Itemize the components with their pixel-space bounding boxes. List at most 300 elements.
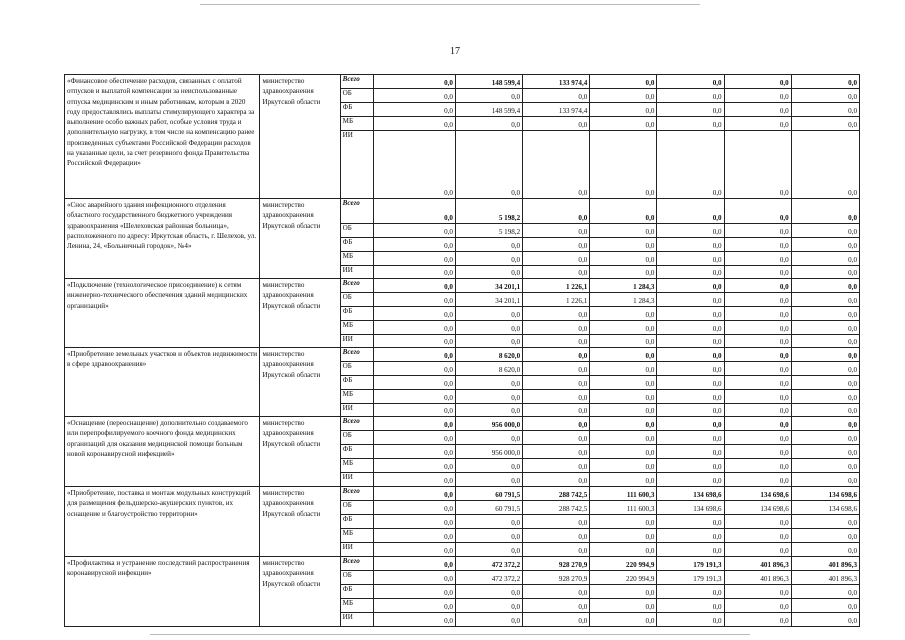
amount-cell: 111 600,3	[590, 487, 657, 501]
amount-cell: 0,0	[373, 417, 455, 431]
amount-cell: 0,0	[373, 404, 455, 417]
funding-source-label: Всего	[340, 75, 373, 89]
amount-cell: 34 201,1	[455, 293, 522, 307]
amount-cell: 0,0	[373, 599, 455, 613]
amount-cell: 0,0	[455, 238, 522, 252]
amount-cell: 8 620,0	[455, 348, 522, 362]
amount-cell: 0,0	[724, 307, 791, 321]
amount-cell: 220 994,9	[590, 571, 657, 585]
amount-cell: 60 791,5	[455, 501, 522, 515]
amount-cell: 956 000,0	[455, 417, 522, 431]
amount-cell: 0,0	[523, 473, 590, 487]
amount-cell: 0,0	[373, 335, 455, 348]
amount-cell: 472 372,2	[455, 557, 522, 571]
amount-cell: 0,0	[657, 279, 724, 293]
amount-cell: 0,0	[657, 103, 724, 117]
amount-cell: 0,0	[791, 362, 859, 376]
funding-source-label: Всего	[340, 557, 373, 571]
amount-cell: 0,0	[657, 307, 724, 321]
amount-cell: 0,0	[373, 445, 455, 459]
amount-cell: 0,0	[523, 613, 590, 627]
amount-cell: 0,0	[791, 515, 859, 529]
funding-source-label: ОБ	[340, 501, 373, 515]
measure-description: «Подключение (технологическое присоединение) к сетям инженерно-технического обеспечения зданий медицинских организаций»	[65, 279, 260, 348]
amount-cell: 0,0	[791, 613, 859, 627]
amount-cell: 0,0	[590, 199, 657, 224]
amount-cell: 0,0	[523, 585, 590, 599]
amount-cell: 0,0	[657, 362, 724, 376]
amount-cell: 0,0	[791, 75, 859, 89]
amount-cell: 0,0	[724, 199, 791, 224]
amount-cell: 0,0	[373, 293, 455, 307]
amount-cell: 0,0	[724, 103, 791, 117]
amount-cell: 134 698,6	[657, 501, 724, 515]
amount-cell: 401 896,3	[791, 557, 859, 571]
amount-cell: 0,0	[373, 390, 455, 404]
amount-cell: 0,0	[657, 293, 724, 307]
amount-cell: 0,0	[791, 252, 859, 266]
funding-source-label: ФБ	[340, 445, 373, 459]
amount-cell: 0,0	[455, 613, 522, 627]
funding-source-label: ИИ	[340, 543, 373, 557]
amount-cell: 0,0	[523, 390, 590, 404]
amount-cell: 0,0	[657, 199, 724, 224]
responsible-executor: министерство здравоохранения Иркутской области	[260, 487, 340, 557]
amount-cell: 0,0	[590, 404, 657, 417]
amount-cell: 0,0	[523, 599, 590, 613]
amount-cell: 0,0	[657, 404, 724, 417]
amount-cell: 0,0	[791, 445, 859, 459]
amount-cell: 0,0	[590, 417, 657, 431]
funding-source-label: ИИ	[340, 131, 373, 199]
amount-cell: 0,0	[373, 431, 455, 445]
amount-cell: 0,0	[373, 131, 455, 199]
amount-cell: 0,0	[791, 529, 859, 543]
amount-cell: 0,0	[590, 103, 657, 117]
measure-description: «Оснащение (переоснащение) дополнительно создаваемого или перепрофилируемого коечного фонда медицинских организаций для оказания медицинской помощи больным новой коронавирусной инфекцией»	[65, 417, 260, 487]
amount-cell: 0,0	[791, 404, 859, 417]
funding-source-label: ОБ	[340, 293, 373, 307]
amount-cell: 0,0	[724, 585, 791, 599]
amount-cell: 0,0	[590, 131, 657, 199]
amount-cell: 0,0	[724, 417, 791, 431]
amount-cell: 220 994,9	[590, 557, 657, 571]
table-row-total	[65, 487, 860, 501]
amount-cell: 0,0	[724, 376, 791, 390]
amount-cell: 0,0	[373, 252, 455, 266]
amount-cell: 0,0	[791, 238, 859, 252]
amount-cell: 0,0	[724, 117, 791, 131]
amount-cell: 0,0	[523, 321, 590, 335]
amount-cell: 0,0	[657, 543, 724, 557]
funding-source-label: ФБ	[340, 307, 373, 321]
amount-cell: 0,0	[455, 321, 522, 335]
funding-source-label: МБ	[340, 529, 373, 543]
amount-cell: 0,0	[590, 321, 657, 335]
amount-cell: 0,0	[523, 199, 590, 224]
amount-cell: 288 742,5	[523, 501, 590, 515]
amount-cell: 0,0	[590, 459, 657, 473]
amount-cell: 0,0	[724, 266, 791, 279]
amount-cell: 0,0	[455, 585, 522, 599]
amount-cell: 133 974,4	[523, 75, 590, 89]
amount-cell: 0,0	[455, 515, 522, 529]
amount-cell: 0,0	[523, 335, 590, 348]
amount-cell: 0,0	[590, 529, 657, 543]
amount-cell: 0,0	[724, 362, 791, 376]
amount-cell: 5 198,2	[455, 199, 522, 224]
amount-cell: 0,0	[724, 445, 791, 459]
funding-source-label: ИИ	[340, 613, 373, 627]
amount-cell: 0,0	[455, 266, 522, 279]
amount-cell: 0,0	[590, 515, 657, 529]
amount-cell: 0,0	[590, 307, 657, 321]
amount-cell: 0,0	[657, 376, 724, 390]
funding-source-label: ФБ	[340, 238, 373, 252]
funding-source-label: Всего	[340, 279, 373, 293]
amount-cell: 0,0	[657, 252, 724, 266]
amount-cell: 0,0	[373, 613, 455, 627]
amount-cell: 0,0	[523, 417, 590, 431]
amount-cell: 134 698,6	[657, 487, 724, 501]
amount-cell: 0,0	[373, 487, 455, 501]
funding-source-label: ФБ	[340, 515, 373, 529]
amount-cell: 0,0	[455, 404, 522, 417]
amount-cell: 0,0	[657, 529, 724, 543]
amount-cell: 0,0	[373, 585, 455, 599]
amount-cell: 1 226,1	[523, 293, 590, 307]
amount-cell: 34 201,1	[455, 279, 522, 293]
amount-cell: 1 284,3	[590, 279, 657, 293]
funding-source-label: МБ	[340, 599, 373, 613]
amount-cell: 0,0	[657, 599, 724, 613]
amount-cell: 0,0	[724, 459, 791, 473]
amount-cell: 0,0	[590, 376, 657, 390]
amount-cell: 0,0	[373, 266, 455, 279]
amount-cell: 134 698,6	[791, 487, 859, 501]
amount-cell: 0,0	[657, 585, 724, 599]
amount-cell: 0,0	[590, 266, 657, 279]
amount-cell: 0,0	[455, 599, 522, 613]
amount-cell: 0,0	[455, 335, 522, 348]
amount-cell: 0,0	[724, 543, 791, 557]
amount-cell: 134 698,6	[724, 487, 791, 501]
amount-cell: 0,0	[791, 131, 859, 199]
amount-cell: 0,0	[590, 117, 657, 131]
amount-cell: 0,0	[657, 238, 724, 252]
responsible-executor: министерство здравоохранения Иркутской области	[260, 279, 340, 348]
amount-cell: 0,0	[724, 224, 791, 238]
amount-cell: 0,0	[590, 348, 657, 362]
amount-cell: 0,0	[373, 89, 455, 103]
amount-cell: 0,0	[724, 473, 791, 487]
table-row-total	[65, 279, 860, 293]
amount-cell: 0,0	[455, 307, 522, 321]
amount-cell: 0,0	[373, 307, 455, 321]
measure-description: «Снос аварийного здания инфекционного отделения областного государственного бюджетного учреждения здравоохранения «Шелеховская районная больница», расположенного по адресу: Иркутская область, г. Шелехов, ул. Ленина, 24, «Больничный городок», №4»	[65, 199, 260, 279]
amount-cell: 0,0	[724, 404, 791, 417]
amount-cell: 0,0	[373, 543, 455, 557]
amount-cell: 0,0	[724, 390, 791, 404]
amount-cell: 0,0	[724, 335, 791, 348]
amount-cell: 0,0	[373, 459, 455, 473]
funding-source-label: Всего	[340, 417, 373, 431]
amount-cell: 0,0	[455, 543, 522, 557]
amount-cell: 0,0	[657, 417, 724, 431]
amount-cell: 0,0	[791, 89, 859, 103]
amount-cell: 0,0	[455, 473, 522, 487]
amount-cell: 134 698,6	[724, 501, 791, 515]
funding-source-label: ОБ	[340, 431, 373, 445]
amount-cell: 0,0	[791, 390, 859, 404]
amount-cell: 0,0	[791, 117, 859, 131]
amount-cell: 0,0	[523, 89, 590, 103]
amount-cell: 0,0	[724, 529, 791, 543]
amount-cell: 0,0	[590, 224, 657, 238]
amount-cell: 0,0	[724, 131, 791, 199]
funding-source-label: МБ	[340, 321, 373, 335]
amount-cell: 0,0	[791, 417, 859, 431]
amount-cell: 288 742,5	[523, 487, 590, 501]
page-number: 17	[450, 46, 460, 57]
amount-cell: 0,0	[724, 599, 791, 613]
amount-cell: 0,0	[791, 599, 859, 613]
amount-cell: 0,0	[724, 321, 791, 335]
amount-cell: 0,0	[455, 117, 522, 131]
amount-cell: 1 284,3	[590, 293, 657, 307]
amount-cell: 0,0	[657, 390, 724, 404]
funding-source-label: МБ	[340, 390, 373, 404]
amount-cell: 0,0	[590, 543, 657, 557]
table-row-total	[65, 348, 860, 362]
amount-cell: 0,0	[657, 348, 724, 362]
funding-source-label: Всего	[340, 199, 373, 224]
amount-cell: 0,0	[373, 529, 455, 543]
amount-cell: 0,0	[791, 348, 859, 362]
amount-cell: 0,0	[523, 543, 590, 557]
amount-cell: 0,0	[724, 75, 791, 89]
amount-cell: 0,0	[523, 348, 590, 362]
amount-cell: 401 896,3	[724, 557, 791, 571]
amount-cell: 0,0	[791, 279, 859, 293]
responsible-executor: министерство здравоохранения Иркутской области	[260, 348, 340, 417]
amount-cell: 0,0	[590, 431, 657, 445]
amount-cell: 179 191,3	[657, 557, 724, 571]
funding-source-label: ИИ	[340, 335, 373, 348]
amount-cell: 1 226,1	[523, 279, 590, 293]
amount-cell: 0,0	[373, 117, 455, 131]
responsible-executor: министерство здравоохранения Иркутской области	[260, 557, 340, 627]
table-row-total	[65, 557, 860, 571]
amount-cell: 0,0	[373, 199, 455, 224]
amount-cell: 0,0	[657, 131, 724, 199]
measure-description: «Приобретение земельных участков и объектов недвижимости в сфере здравоохранения»	[65, 348, 260, 417]
funding-source-label: ОБ	[340, 224, 373, 238]
amount-cell: 0,0	[373, 224, 455, 238]
measure-description: «Финансовое обеспечение расходов, связанных с оплатой отпусков и выплатой компенсации за неиспользованные отпуска медицинским и иным работникам, которым в 2020 году предоставлялись выплаты стимулирующего характера за выполнение особо важных работ, особые условия труда и дополнительную нагрузку, в том числе на компенсацию ранее произведенных субъектами Российской Федерации расходов на указанные цели, за счет резервного фонда Правительства Российской Федерации»	[65, 75, 260, 199]
amount-cell: 0,0	[657, 117, 724, 131]
amount-cell: 0,0	[791, 266, 859, 279]
amount-cell: 0,0	[590, 445, 657, 459]
amount-cell: 134 698,6	[791, 501, 859, 515]
amount-cell: 0,0	[373, 571, 455, 585]
amount-cell: 0,0	[791, 307, 859, 321]
amount-cell: 401 896,3	[724, 571, 791, 585]
amount-cell: 0,0	[455, 376, 522, 390]
amount-cell: 0,0	[791, 431, 859, 445]
amount-cell: 0,0	[657, 224, 724, 238]
measure-description: «Профилактика и устранение последствий распространения коронавирусной инфекции»	[65, 557, 260, 627]
amount-cell: 0,0	[590, 585, 657, 599]
amount-cell: 148 599,4	[455, 75, 522, 89]
amount-cell: 0,0	[373, 501, 455, 515]
amount-cell: 0,0	[523, 459, 590, 473]
amount-cell: 0,0	[791, 473, 859, 487]
funding-source-label: МБ	[340, 252, 373, 266]
amount-cell: 0,0	[590, 335, 657, 348]
amount-cell: 0,0	[373, 103, 455, 117]
amount-cell: 0,0	[657, 473, 724, 487]
amount-cell: 0,0	[523, 445, 590, 459]
amount-cell: 0,0	[373, 376, 455, 390]
amount-cell: 0,0	[791, 293, 859, 307]
amount-cell: 0,0	[523, 117, 590, 131]
funding-source-label: ФБ	[340, 376, 373, 390]
amount-cell: 60 791,5	[455, 487, 522, 501]
funding-source-label: Всего	[340, 348, 373, 362]
funding-source-label: Всего	[340, 487, 373, 501]
amount-cell: 0,0	[657, 266, 724, 279]
amount-cell: 111 600,3	[590, 501, 657, 515]
amount-cell: 0,0	[657, 431, 724, 445]
amount-cell: 0,0	[523, 238, 590, 252]
amount-cell: 0,0	[523, 131, 590, 199]
amount-cell: 179 191,3	[657, 571, 724, 585]
table-row-total	[65, 199, 860, 224]
funding-source-label: МБ	[340, 117, 373, 131]
amount-cell: 0,0	[791, 585, 859, 599]
amount-cell: 0,0	[590, 238, 657, 252]
amount-cell: 0,0	[657, 613, 724, 627]
amount-cell: 133 974,4	[523, 103, 590, 117]
amount-cell: 0,0	[455, 431, 522, 445]
amount-cell: 0,0	[590, 75, 657, 89]
amount-cell: 0,0	[455, 390, 522, 404]
amount-cell: 0,0	[373, 473, 455, 487]
amount-cell: 0,0	[724, 89, 791, 103]
amount-cell: 0,0	[657, 515, 724, 529]
amount-cell: 0,0	[657, 459, 724, 473]
funding-source-label: ФБ	[340, 585, 373, 599]
amount-cell: 0,0	[724, 252, 791, 266]
amount-cell: 0,0	[455, 252, 522, 266]
funding-source-label: ОБ	[340, 89, 373, 103]
amount-cell: 0,0	[724, 431, 791, 445]
funding-source-label: ФБ	[340, 103, 373, 117]
amount-cell: 0,0	[590, 613, 657, 627]
amount-cell: 0,0	[373, 515, 455, 529]
amount-cell: 0,0	[523, 376, 590, 390]
amount-cell: 0,0	[373, 362, 455, 376]
amount-cell: 0,0	[455, 529, 522, 543]
amount-cell: 0,0	[455, 459, 522, 473]
amount-cell: 0,0	[657, 321, 724, 335]
amount-cell: 928 270,9	[523, 571, 590, 585]
amount-cell: 401 896,3	[791, 571, 859, 585]
amount-cell: 0,0	[791, 543, 859, 557]
amount-cell: 0,0	[791, 321, 859, 335]
amount-cell: 0,0	[590, 89, 657, 103]
amount-cell: 0,0	[523, 529, 590, 543]
amount-cell: 0,0	[791, 103, 859, 117]
amount-cell: 0,0	[657, 335, 724, 348]
amount-cell: 0,0	[590, 252, 657, 266]
amount-cell: 928 270,9	[523, 557, 590, 571]
amount-cell: 0,0	[373, 238, 455, 252]
amount-cell: 0,0	[523, 252, 590, 266]
funding-source-label: ИИ	[340, 266, 373, 279]
amount-cell: 0,0	[791, 224, 859, 238]
amount-cell: 0,0	[455, 89, 522, 103]
funding-source-label: ОБ	[340, 362, 373, 376]
amount-cell: 0,0	[590, 390, 657, 404]
responsible-executor: министерство здравоохранения Иркутской области	[260, 75, 340, 199]
amount-cell: 0,0	[590, 362, 657, 376]
amount-cell: 0,0	[523, 431, 590, 445]
responsible-executor: министерство здравоохранения Иркутской области	[260, 417, 340, 487]
amount-cell: 0,0	[657, 75, 724, 89]
amount-cell: 0,0	[657, 89, 724, 103]
amount-cell: 0,0	[373, 279, 455, 293]
amount-cell: 0,0	[590, 599, 657, 613]
amount-cell: 0,0	[373, 557, 455, 571]
amount-cell: 0,0	[791, 376, 859, 390]
amount-cell: 0,0	[724, 515, 791, 529]
scan-artifact-top	[200, 4, 700, 5]
amount-cell: 0,0	[657, 445, 724, 459]
amount-cell: 5 198,2	[455, 224, 522, 238]
amount-cell: 0,0	[724, 348, 791, 362]
amount-cell: 0,0	[523, 307, 590, 321]
measure-description: «Приобретение, поставка и монтаж модульных конструкций для размещения фельдшерско-акушерских пунктов, их оснащение и благоустройство территории»	[65, 487, 260, 557]
amount-cell: 0,0	[791, 199, 859, 224]
amount-cell: 0,0	[373, 348, 455, 362]
amount-cell: 472 372,2	[455, 571, 522, 585]
amount-cell: 0,0	[523, 404, 590, 417]
amount-cell: 0,0	[373, 75, 455, 89]
amount-cell: 0,0	[724, 279, 791, 293]
amount-cell: 148 599,4	[455, 103, 522, 117]
budget-table	[64, 74, 860, 627]
amount-cell: 0,0	[791, 335, 859, 348]
scan-artifact-bottom	[150, 634, 750, 635]
funding-source-label: МБ	[340, 459, 373, 473]
amount-cell: 0,0	[590, 473, 657, 487]
amount-cell: 8 620,0	[455, 362, 522, 376]
funding-source-label: ИИ	[340, 473, 373, 487]
amount-cell: 0,0	[523, 515, 590, 529]
amount-cell: 0,0	[523, 362, 590, 376]
amount-cell: 956 000,0	[455, 445, 522, 459]
responsible-executor: министерство здравоохранения Иркутской области	[260, 199, 340, 279]
amount-cell: 0,0	[523, 224, 590, 238]
amount-cell: 0,0	[724, 238, 791, 252]
table-row-total	[65, 417, 860, 431]
funding-source-label: ИИ	[340, 404, 373, 417]
amount-cell: 0,0	[455, 131, 522, 199]
amount-cell: 0,0	[724, 613, 791, 627]
funding-source-label: ОБ	[340, 571, 373, 585]
